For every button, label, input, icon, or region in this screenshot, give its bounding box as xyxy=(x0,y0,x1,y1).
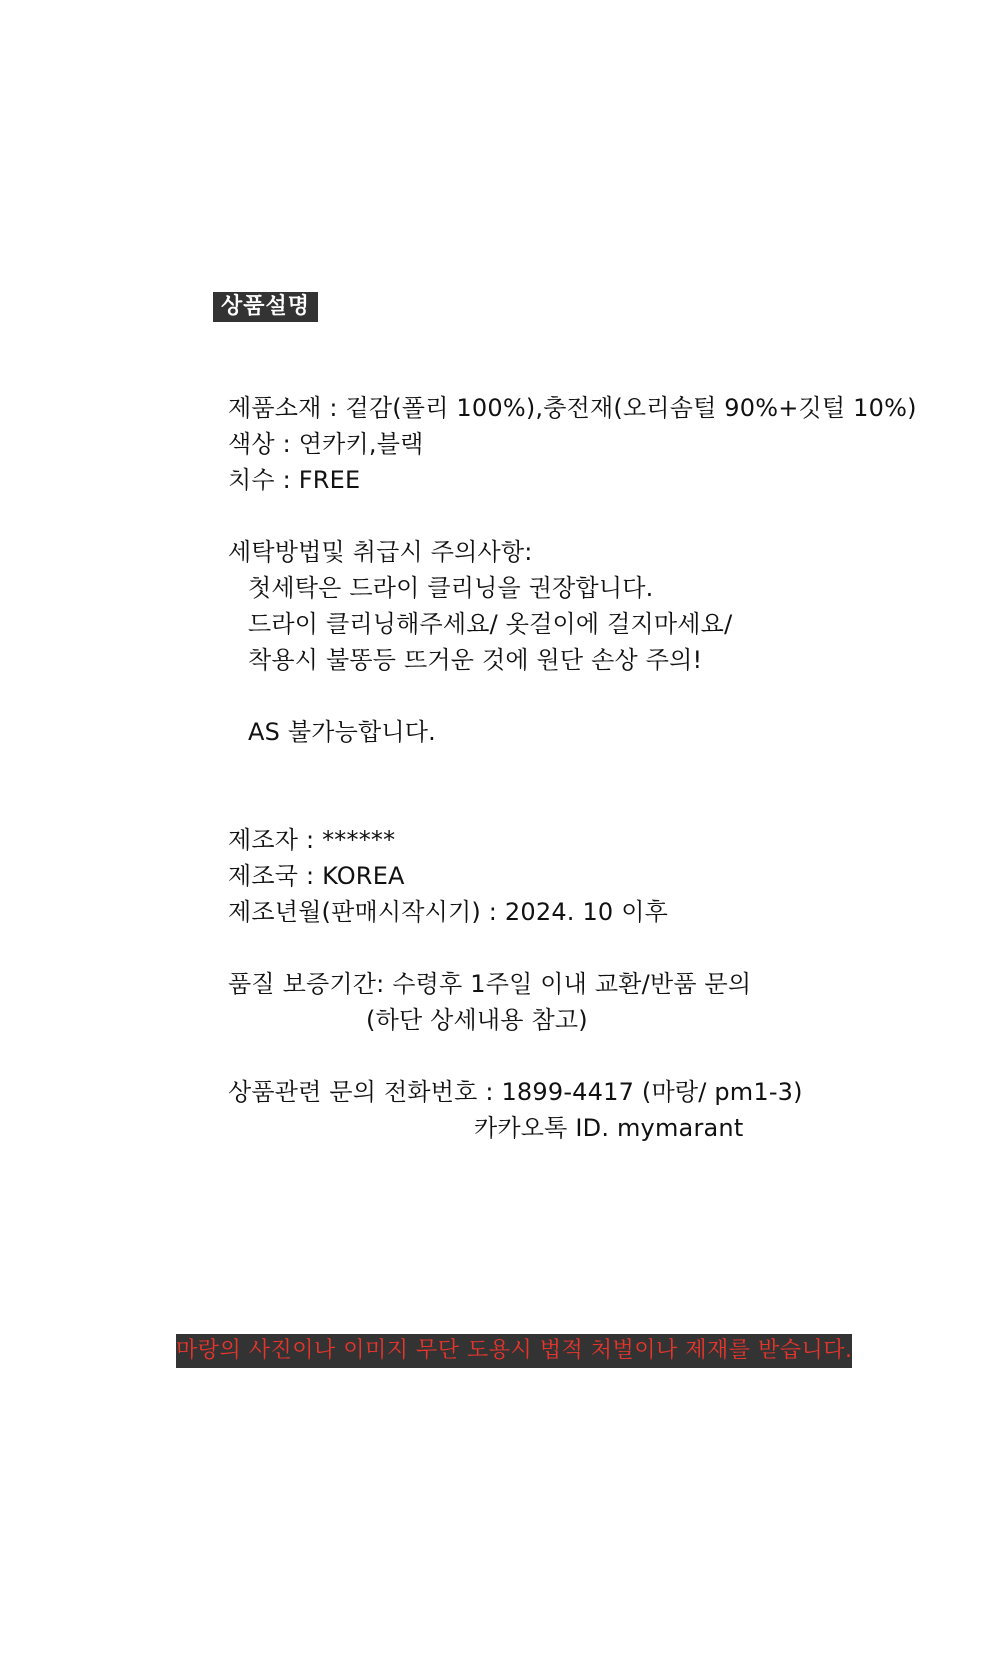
warranty-line: 품질 보증기간: 수령후 1주일 이내 교환/반품 문의 xyxy=(228,970,752,998)
care-line: 드라이 클리닝해주세요/ 옷걸이에 걸지마세요/ xyxy=(248,610,733,638)
material-line: 제품소재 : 겉감(폴리 100%),충전재(오리솜털 90%+깃털 10%) xyxy=(228,394,917,422)
as-note: AS 불가능합니다. xyxy=(248,718,437,746)
manufacture-date-line: 제조년월(판매시작시기) : 2024. 10 이후 xyxy=(228,898,668,926)
care-line: 첫세탁은 드라이 클리닝을 권장합니다. xyxy=(248,574,654,602)
contact-phone-line: 상품관련 문의 전화번호 : 1899-4417 (마랑/ pm1-3) xyxy=(228,1078,803,1106)
copyright-notice: 마랑의 사진이나 이미지 무단 도용시 법적 처벌이나 제재를 받습니다. xyxy=(176,1334,852,1368)
warranty-note: (하단 상세내용 참고) xyxy=(366,1006,588,1034)
care-line: 착용시 불똥등 뜨거운 것에 원단 손상 주의! xyxy=(248,646,703,674)
color-line: 색상 : 연카키,블랙 xyxy=(228,430,424,458)
section-title: 상품설명 xyxy=(213,292,318,322)
kakao-id-line: 카카오톡 ID. mymarant xyxy=(474,1114,744,1142)
country-line: 제조국 : KOREA xyxy=(228,862,405,890)
manufacturer-line: 제조자 : ****** xyxy=(228,826,396,854)
size-line: 치수 : FREE xyxy=(228,466,361,494)
care-heading: 세탁방법및 취급시 주의사항: xyxy=(228,538,533,566)
